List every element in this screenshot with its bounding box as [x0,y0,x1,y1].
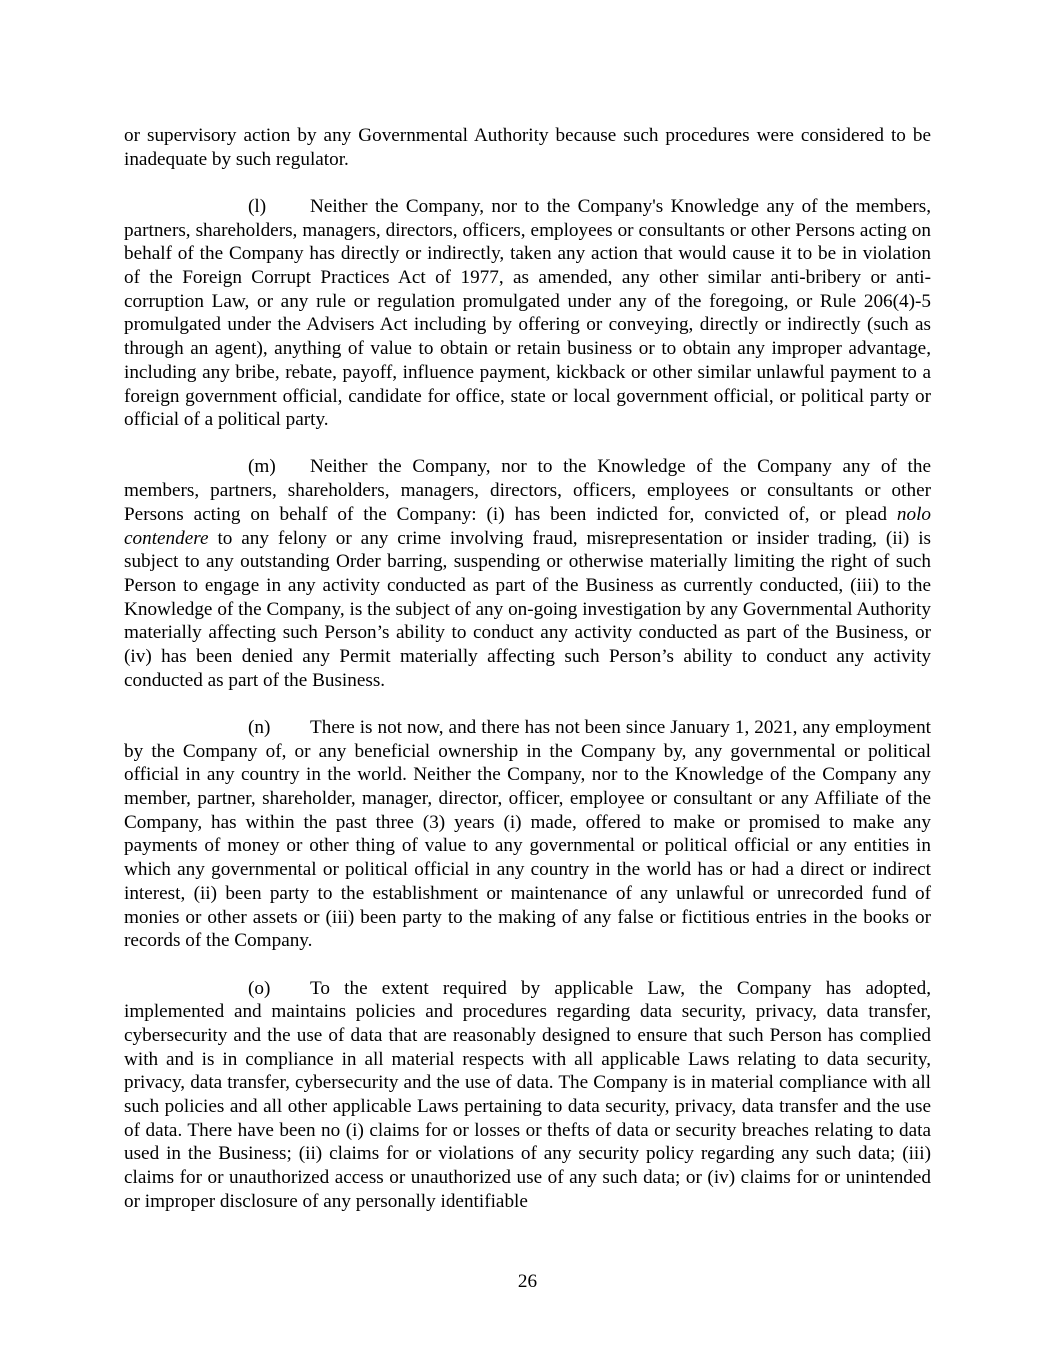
section-o-paragraph [124,977,931,1214]
section-label: (m) [248,456,276,478]
section-m-paragraph [124,455,931,692]
section-label: (n) [248,716,271,738]
section-text: To the extent required by applicable Law, the Company has adopted, implemented and maintains policies and procedures regarding data security, privacy, data transfer, cybersecurity and the use of data that are reasonably designed to ensure that such Person has complied with and is in compliance in all material respects with all applicable Laws relating to data security, privacy, data transfer, cybersecurity and the use of data. The Company is in material compliance with all such policies and all other applicable Laws pertaining to data security, privacy, data transfer and the use of data. There have been no (i) claims for or losses or thefts of data or security breaches relating to data used in the Business; (ii) claims for or violations of any security policy regarding any such data; (iii) claims for or unauthorized access or unauthorized use of any such data; or (iv) claims for or unintended or improper disclosure of any personally identifiable [124,977,931,1212]
section-text: Neither the Company, nor to the Company's Knowledge any of the members, partners, shareholders, managers, directors, officers, employees or consultants or other Persons acting on behalf of the Company has directly or indirectly, taken any action that would cause it to be in violation of the Foreign Corrupt Practices Act of 1977, as amended, any other similar anti-bribery or anti-corruption Law, or any rule or regulation promulgated under any of the foregoing, or Rule 206(4)-5 promulgated under the Advisers Act including by offering or conveying, directly or indirectly (such as through an agent), anything of value to obtain or retain business or to obtain any improper advantage, including any bribe, rebate, payoff, influence payment, kickback or other similar unlawful payment to a foreign government official, candidate for office, state or local government official, or political party or official of a political party. [124,195,931,431]
section-l-paragraph [124,195,931,432]
section-label: (o) [248,977,271,999]
section-text-after-italic: to any felony or any crime involving fraud, misrepresentation or insider trading, (ii) is subject to any outstanding Order barring, suspending or otherwise materially limiting the right of such Person to engage in any activity conducted as part of the Business as currently conducted, (iii) to the Knowledge of the Company, is the subject of any on-going investigation by any Governmental Authority materially affecting such Person’s ability to conduct any activity conducted as part of the Business, or (iv) has been denied any Permit materially affecting such Person’s ability to conduct any activity conducted as part of the Business. [124,527,931,691]
italic-term: nolo contendere [124,503,932,549]
section-label: (l) [248,195,267,217]
continuation-paragraph: or supervisory action by any Governmental Authority because such procedures were considered to be inadequate by such regulator. [124,125,931,170]
document-body [124,124,931,1214]
section-text: There is not now, and there has not been since January 1, 2021, any employment by the Company of, or any beneficial ownership in the Company by, any governmental or political official in any country in the world. Neither the Company, nor to the Knowledge of the Company any member, partner, shareholder, manager, director, officer, employee or consultant or any Affiliate of the Company, has within the past three (3) years (i) made, offered to make or promised to make any payments of money or other thing of value to any governmental or political official or any entities in which any governmental or political official in any country in the world has or had a direct or indirect interest, (ii) been party to the establishment or maintenance of any unlawful or unrecorded fund of monies or other assets or (iii) been party to the making of any false or fictitious entries in the books or records of the Company. [124,716,931,952]
page-number: 26 [517,1271,538,1292]
section-text-before-italic: Neither the Company, nor to the Knowledge of the Company any of the members, partners, shareholders, managers, directors, officers, employees or consultants or other Persons acting on behalf of the Company: (i) has been indicted for, convicted of, or plead [124,456,931,525]
section-n-paragraph [124,716,931,953]
